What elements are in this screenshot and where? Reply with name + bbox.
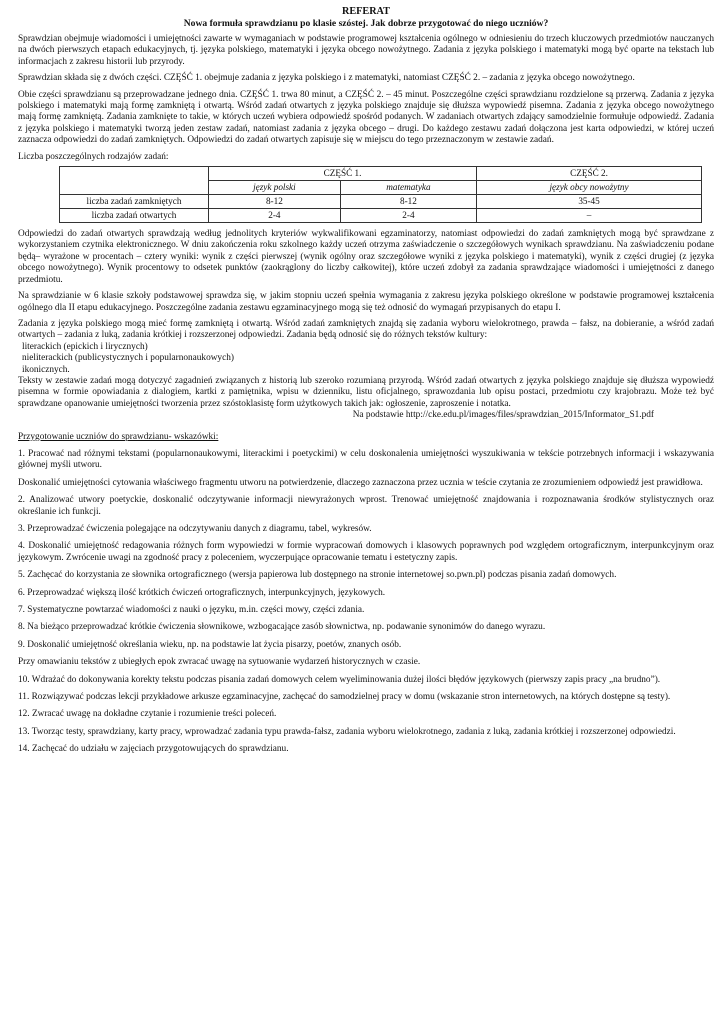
table-row xyxy=(60,195,702,209)
body-paragraph: Zadania z języka polskiego mogą mieć formę zamkniętą i otwartą. Wśród zadań zamkniętych znajdą się zadania wyboru wielokrotnego, prawda – fałsz, na dobieranie, a wśród zadań otwartych – zadania z luką, zadania krótkiej i rozszerzonej odpowiedzi. Zadania będą odnosić się do różnych tekstów kultury: xyxy=(18,318,714,341)
table-corner-cell xyxy=(60,167,209,195)
table-cell: 2-4 xyxy=(209,209,341,223)
table-cell: 8-12 xyxy=(209,195,341,209)
tip-item: 1. Pracować nad różnymi tekstami (popularnonaukowymi, literackimi i poetyckimi) w celu doskonalenia umiejętności wyszukiwania w tekście potrzebnych informacji i wskazywania głównej myśli utworu. xyxy=(18,448,714,471)
table-row-label: liczba zadań otwartych xyxy=(60,209,209,223)
tip-item: 7. Systematyczne powtarzać wiadomości z nauki o języku, m.in. części mowy, części zdania. xyxy=(18,605,365,616)
table-part1-header: CZĘŚĆ 1. xyxy=(209,167,477,181)
document-title: REFERAT xyxy=(342,6,390,17)
tip-item: 9. Doskonalić umiejętność określania wieku, np. na podstawie lat życia pisarzy, poetów, znanych osób. xyxy=(18,639,402,650)
tip-item: 6. Przeprowadzać większą ilość krótkich ćwiczeń ortograficznych, interpunkcyjnych, językowych. xyxy=(18,587,386,598)
tip-item: 2. Analizować utwory poetyckie, doskonalić odczytywanie informacji niewyrażonych wprost. Trenować umiejętność znajdowania i rozpoznawania środków stylistycznych oraz określanie ich funkcji. xyxy=(18,495,714,517)
body-paragraph: Na sprawdzianie w 6 klasie szkoły podstawowej sprawdza się, w jakim stopniu uczeń spełnia wymagania z zakresu języka polskiego określone w podstawie programowej kształcenia ogólnego dla II etapu edukacyjnego. Poszczególne zadania zestawu egzaminacyjnego mogą się też odnosić do wymagań przypisanych do etapu I. xyxy=(18,291,714,313)
table-subject-cell: matematyka xyxy=(340,181,476,195)
tips-heading: Przygotowanie uczniów do sprawdzianu- wskazówki: xyxy=(18,431,219,442)
table-cell: 35-45 xyxy=(477,195,702,209)
list-item: nieliterackich (publicystycznych i popularnonaukowych) xyxy=(22,353,234,364)
list-item: ikonicznych. xyxy=(22,364,70,375)
intro-paragraph: Obie części sprawdzianu są przeprowadzane jednego dnia. CZĘŚĆ 1. trwa 80 minut, a CZĘŚĆ 2. – 45 minut. Poszczególne części sprawdzianu rozdzielone są przerwą. Zadania z języka polskiego i matematyki mają formę zamkniętą i otwartą. Wśród zadań otwartych z języka polskiego znajduje się dłuższa wypowiedź pisemna. Zadania z języka obcego nowożytnego mają formę zamkniętą. Zadania zamknięte to takie, w których uczeń wybiera odpowiedź spośród podanych. W zadaniach otwartych zdający samodzielnie formułuje odpowiedź. Zadania z języka polskiego i matematyki tworzą jeden zestaw zadań, natomiast zadania z języka obcego – drugi. Do każdego zestawu zadań dołączona jest karta odpowiedzi, w której uczeń zaznacza odpowiedzi do zadań zamkniętych. Odpowiedzi do zadań otwartych zapisuje się w miejscu do tego przeznaczonym w zestawie zadań. xyxy=(18,89,714,146)
body-paragraph: Odpowiedzi do zadań otwartych sprawdzają według jednolitych kryteriów wykwalifikowani egzaminatorzy, natomiast odpowiedzi do zadań zamkniętych mogą być sprawdzane z wykorzystaniem czytnika elektronicznego. W dniu zakończenia roku szkolnego każdy uczeń otrzyma zaświadczenie o szczegółowych wynikach sprawdzianu. Na zaświadczeniu podane będą– wyrażone w procentach – cztery wyniki: wynik z części pierwszej (wynik ogólny oraz szczegółowe wyniki z języka polskiego i matematyki), wynik z części drugiej (z języka obcego nowożytnego). Wynik procentowy to odsetek punktów (zaokrąglony do liczby całkowitej), które uczeń zdobył za zadania sprawdzające wiadomości i umiejętności z danego przedmiotu. xyxy=(18,229,714,285)
tip-item: 4. Doskonalić umiejętność redagowania różnych form wypowiedzi w formie wypracowań domowych i klasowych poprawnych pod względem ortograficznym, interpunkcyjnym oraz językowym. Zwrócenie uwagi na zgodność pracy z poleceniem, wyczerpujące opracowanie tematu i estetyczny zapis. xyxy=(18,541,714,563)
intro-paragraph: Sprawdzian składa się z dwóch części. CZĘŚĆ 1. obejmuje zadania z języka polskiego i z matematyki, natomiast CZĘŚĆ 2. – zadania z języka obcego nowożytnego. xyxy=(18,73,635,84)
tip-item: 12. Zwracać uwagę na dokładne czytanie i rozumienie treści poleceń. xyxy=(18,709,277,720)
table-subject-cell: język polski xyxy=(209,181,341,195)
table-cell: – xyxy=(477,209,702,223)
table-header-row xyxy=(60,167,702,181)
tip-item: 14. Zachęcać do udziału w zajęciach przygotowujących do sprawdzianu. xyxy=(18,744,289,755)
table-subject-cell: język obcy nowożytny xyxy=(477,181,702,195)
tip-item: Doskonalić umiejętności cytowania właściwego fragmentu utworu na potwierdzenie, dlaczego zaznaczona przez ucznia w teście czytania ze zrozumieniem odpowiedź jest prawidłowa. xyxy=(18,477,703,488)
table-intro: Liczba poszczególnych rodzajów zadań: xyxy=(18,151,169,162)
table-row xyxy=(60,209,702,223)
table-row-label: liczba zadań zamkniętych xyxy=(60,195,209,209)
tip-item: 3. Przeprowadzać ćwiczenia polegające na odczytywaniu danych z diagramu, tabel, wykresów. xyxy=(18,524,372,534)
table-part2-header: CZĘŚĆ 2. xyxy=(477,167,702,181)
document-subtitle: Nowa formuła sprawdzianu po klasie szóstej. Jak dobrze przygotować do niego uczniów? xyxy=(183,18,549,29)
tip-item: 5. Zachęcać do korzystania ze słownika ortograficznego (wersja papierowa lub dostępnego na stronie internetowej so.pwn.pl) podczas pisania zadań domowych. xyxy=(18,570,617,581)
tip-item: 10. Wdrażać do dokonywania korekty tekstu podczas pisania zadań domowych celem wyeliminowania dużej ilości błędów językowych (pierwszy zapis pracy „na brudno”). xyxy=(18,674,661,685)
tip-item: 13. Tworząc testy, sprawdziany, karty pracy, wprowadzać zadania typu prawda-fałsz, zadania wyboru wielokrotnego, zadania z luką, zadania krótkiej i rozszerzonej odpowiedzi. xyxy=(18,726,676,737)
tip-item: 11. Rozwiązywać podczas lekcji przykładowe arkusze egzaminacyjne, zachęcać do samodzielnej pracy w domu (wskazanie stron internetowych, na których dostępne są testy). xyxy=(18,692,671,703)
tip-item: 8. Na bieżąco przeprowadzać krótkie ćwiczenia słownikowe, wzbogacające zasób słownictwa, np. podawanie synonimów do danego wyrazu. xyxy=(18,622,546,633)
table-cell: 2-4 xyxy=(340,209,476,223)
task-count-table xyxy=(59,166,702,223)
source-citation: Na podstawie http://cke.edu.pl/images/files/sprawdzian_2015/Informator_S1.pdf xyxy=(352,410,654,421)
tip-item: Przy omawianiu tekstów z ubiegłych epok zwracać uwagę na sytuowanie wydarzeń historycznych w czasie. xyxy=(18,657,421,668)
list-item: literackich (epickich i lirycznych) xyxy=(22,341,148,352)
intro-paragraph: Sprawdzian obejmuje wiadomości i umiejętności zawarte w wymaganiach w podstawie programowej kształcenia ogólnego w odniesieniu do trzech kluczowych przedmiotów nauczanych na dwóch pierwszych etapach edukacyjnych, tj. języka polskiego, matematyki i języka obcego nowożytnego. Zadania z języka polskiego i matematyki mogą być oparte na tekstach lub informacjach z zakresu historii lub przyrody. xyxy=(18,34,714,67)
texts-paragraph: Teksty w zestawie zadań mogą dotyczyć zagadnień związanych z historią lub szeroko rozumianą przyrodą. Wśród zadań otwartych z języka polskiego znajduje się dłuższa wypowiedź pisemna w formie opowiadania z dialogiem, kartki z pamiętnika, wpisu w dzienniku, listu oficjalnego, sprawozdania lub opisu postaci, przedmiotu czy krajobrazu. Może też być sprawdzane opanowanie umiejętności tworzenia przez szóstoklasistę form użytkowych takich jak: ogłoszenie, zaproszenie i notatka. xyxy=(18,375,714,409)
table-cell: 8-12 xyxy=(340,195,476,209)
